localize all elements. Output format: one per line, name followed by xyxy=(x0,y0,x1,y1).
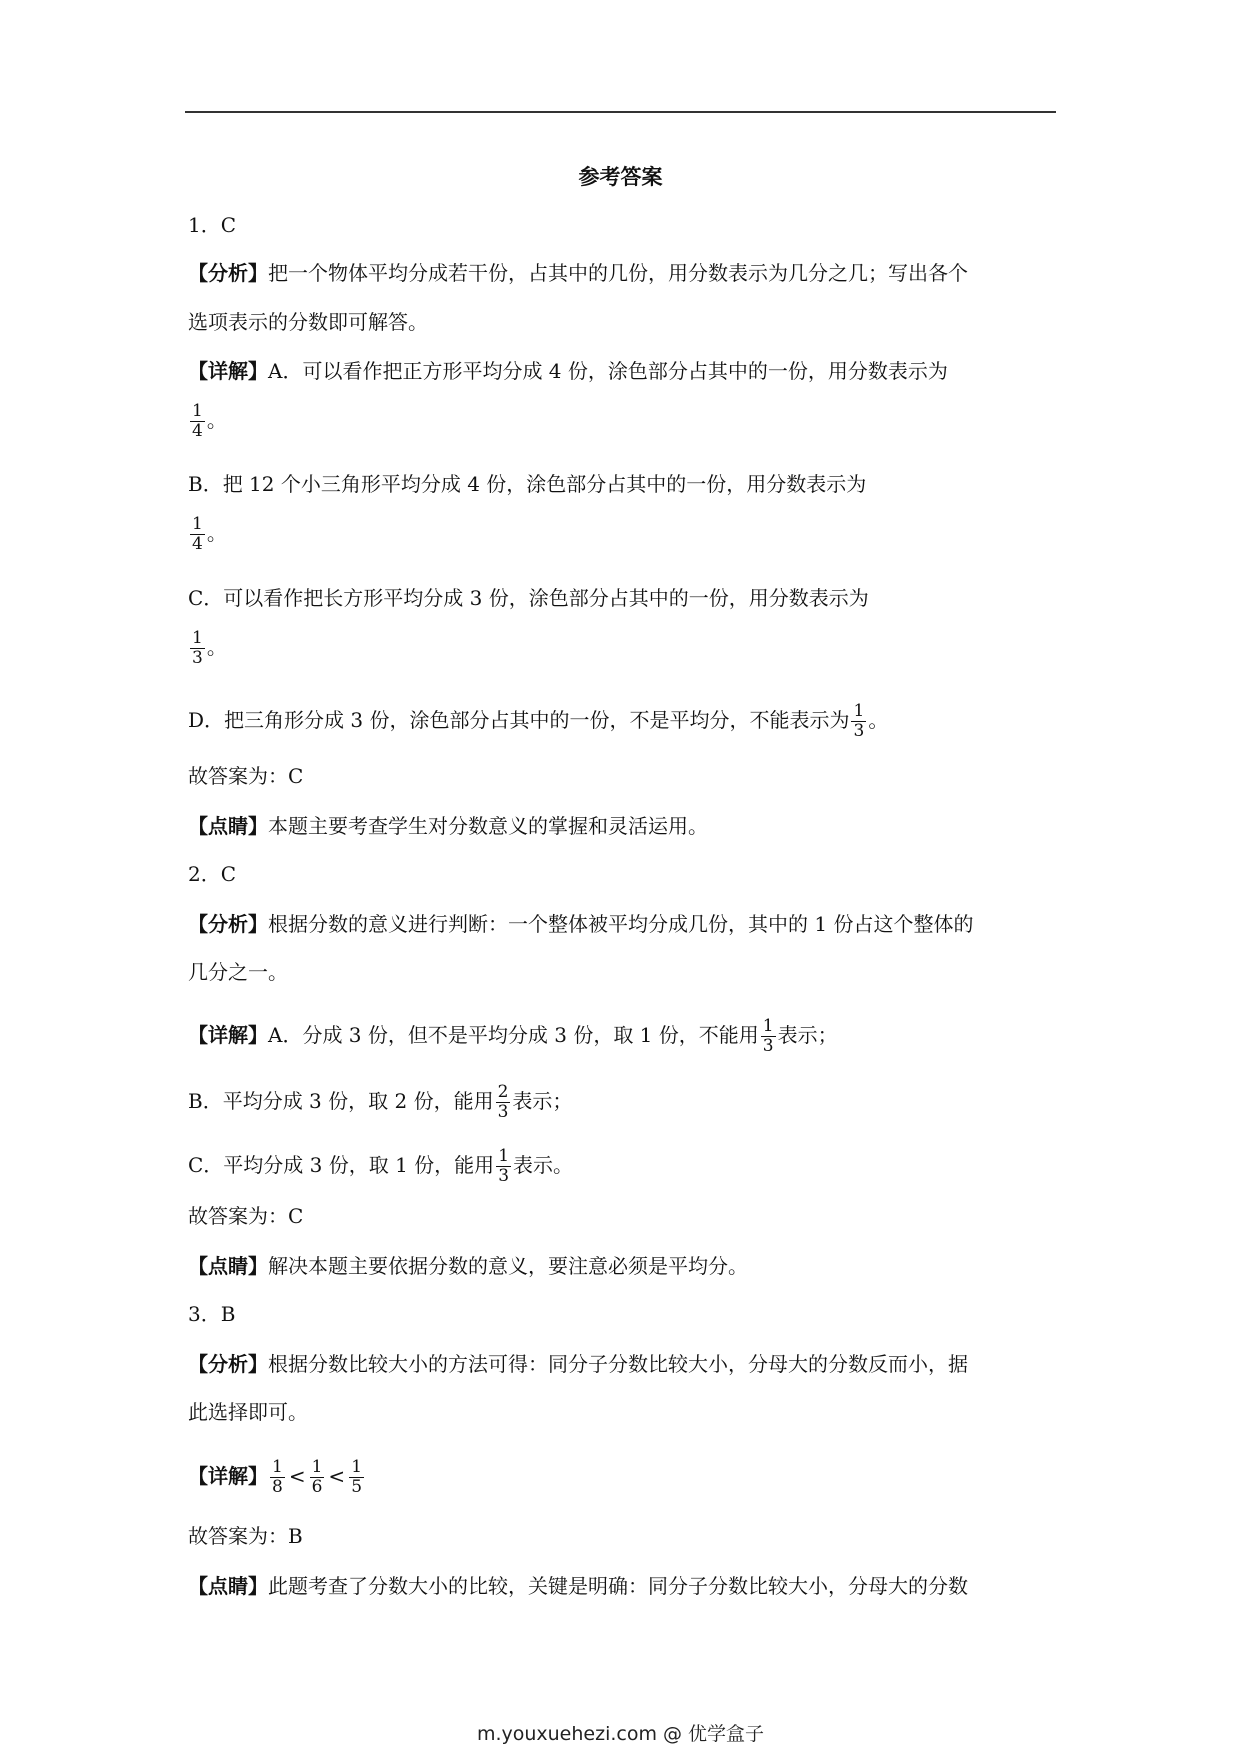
fraction xyxy=(496,1147,511,1186)
q1-number: 1．C xyxy=(188,213,237,237)
q3-comment-text: 此题考查了分数大小的比较，关键是明确：同分子分数比较大小，分母大的分数 xyxy=(268,1574,968,1598)
q2-analysis-line-1 xyxy=(188,910,973,938)
less-than-sign: < xyxy=(288,1464,306,1488)
fraction xyxy=(349,1458,364,1497)
fraction-numerator: 1 xyxy=(853,701,865,721)
q2-detail-a xyxy=(188,1017,838,1056)
fraction-numerator: 1 xyxy=(762,1016,774,1036)
q1-comment-text: 本题主要考查学生对分数意义的掌握和灵活运用。 xyxy=(268,814,708,838)
period: 。 xyxy=(868,708,889,732)
q2-comment xyxy=(188,1252,748,1280)
fraction-denominator: 3 xyxy=(762,1036,774,1056)
q1-frac-c-line xyxy=(188,629,227,668)
analysis-tag: 【分析】 xyxy=(188,912,268,936)
comment-tag: 【点睛】 xyxy=(188,1254,268,1278)
q1-detail-d-text: D．把三角形分成 3 份，涂色部分占其中的一份，不是平均分，不能表示为 xyxy=(188,708,850,732)
q1-detail-c: C．可以看作把长方形平均分成 3 份，涂色部分占其中的一份，用分数表示为 xyxy=(188,586,869,610)
q1-answer: 故答案为：C xyxy=(188,764,304,788)
q2-detail-b-tail: 表示； xyxy=(512,1089,573,1113)
q1-frac-b-line xyxy=(188,515,227,554)
fraction xyxy=(190,515,205,554)
analysis-tag: 【分析】 xyxy=(188,1352,268,1376)
fraction-numerator: 1 xyxy=(272,1457,283,1477)
detail-tag: 【详解】 xyxy=(188,1464,268,1488)
fraction-numerator: 1 xyxy=(192,628,203,648)
q2-detail-b-text: B．平均分成 3 份，取 2 份，能用 xyxy=(188,1089,494,1113)
q1-detail-b: B．把 12 个小三角形平均分成 4 份，涂色部分占其中的一份，用分数表示为 xyxy=(188,472,867,496)
fraction-numerator: 1 xyxy=(192,401,203,421)
q1-comment xyxy=(188,812,708,840)
q2-analysis-text-1: 根据分数的意义进行判断：一个整体被平均分成几份，其中的 1 份占这个整体的 xyxy=(268,912,974,936)
less-than-sign: < xyxy=(328,1464,346,1488)
period: 。 xyxy=(206,521,227,545)
q3-analysis-line-1 xyxy=(188,1350,968,1378)
q3-number: 3．B xyxy=(188,1302,236,1326)
fraction-denominator: 3 xyxy=(498,1166,510,1186)
q3-analysis-line-2: 此选择即可。 xyxy=(188,1400,308,1424)
comment-tag: 【点睛】 xyxy=(188,1574,268,1598)
fraction-denominator: 3 xyxy=(853,721,865,741)
q1-analysis-line-1 xyxy=(188,259,968,287)
analysis-tag: 【分析】 xyxy=(188,261,268,285)
fraction-denominator: 5 xyxy=(351,1477,363,1497)
fraction xyxy=(761,1017,776,1056)
fraction-numerator: 2 xyxy=(497,1082,509,1102)
q3-analysis-text-1: 根据分数比较大小的方法可得：同分子分数比较大小，分母大的分数反而小，据 xyxy=(268,1352,968,1376)
q2-detail-c-tail: 表示。 xyxy=(513,1153,574,1177)
q2-detail-b xyxy=(188,1083,572,1122)
q2-detail-c xyxy=(188,1147,573,1186)
fraction xyxy=(190,402,205,441)
fraction xyxy=(190,629,205,668)
q2-detail-a-text: A．分成 3 份，但不是平均分成 3 份，取 1 份，不能用 xyxy=(268,1023,759,1047)
q2-analysis-line-2: 几分之一。 xyxy=(188,960,288,984)
q3-comment xyxy=(188,1572,968,1600)
q1-frac-a-line xyxy=(188,402,227,441)
fraction xyxy=(270,1458,285,1497)
fraction xyxy=(496,1083,511,1122)
fraction-denominator: 3 xyxy=(192,648,203,668)
fraction-numerator: 1 xyxy=(192,514,203,534)
q2-number: 2．C xyxy=(188,862,237,886)
fraction xyxy=(310,1458,325,1497)
fraction-denominator: 8 xyxy=(272,1477,283,1497)
q1-analysis-text-1: 把一个物体平均分成若干份，占其中的几份，用分数表示为几分之几；写出各个 xyxy=(268,261,968,285)
q1-detail-d xyxy=(188,702,888,741)
q2-comment-text: 解决本题主要依据分数的意义，要注意必须是平均分。 xyxy=(268,1254,748,1278)
q2-answer: 故答案为：C xyxy=(188,1204,304,1228)
q1-detail-a-text: A．可以看作把正方形平均分成 4 份，涂色部分占其中的一份，用分数表示为 xyxy=(268,359,948,383)
q1-analysis-line-2: 选项表示的分数即可解答。 xyxy=(188,310,428,334)
footer-watermark: m.youxuehezi.com @ 优学盒子 xyxy=(476,1723,765,1745)
q3-answer: 故答案为：B xyxy=(188,1524,303,1548)
fraction-denominator: 3 xyxy=(497,1102,509,1122)
fraction-denominator: 4 xyxy=(192,534,203,554)
detail-tag: 【详解】 xyxy=(188,359,268,383)
fraction xyxy=(851,702,866,741)
comment-tag: 【点睛】 xyxy=(188,814,268,838)
detail-tag: 【详解】 xyxy=(188,1023,268,1047)
q2-detail-c-text: C．平均分成 3 份，取 1 份，能用 xyxy=(188,1153,495,1177)
q2-detail-a-tail: 表示； xyxy=(777,1023,838,1047)
page-title: 参考答案 xyxy=(578,165,663,189)
q1-detail-a xyxy=(188,357,948,385)
q3-detail xyxy=(188,1458,366,1497)
fraction-numerator: 1 xyxy=(311,1457,323,1477)
header-rule xyxy=(185,111,1056,113)
period: 。 xyxy=(206,408,227,432)
fraction-denominator: 4 xyxy=(192,421,203,441)
fraction-numerator: 1 xyxy=(498,1146,510,1166)
period: 。 xyxy=(206,635,227,659)
fraction-numerator: 1 xyxy=(351,1457,363,1477)
fraction-denominator: 6 xyxy=(311,1477,323,1497)
